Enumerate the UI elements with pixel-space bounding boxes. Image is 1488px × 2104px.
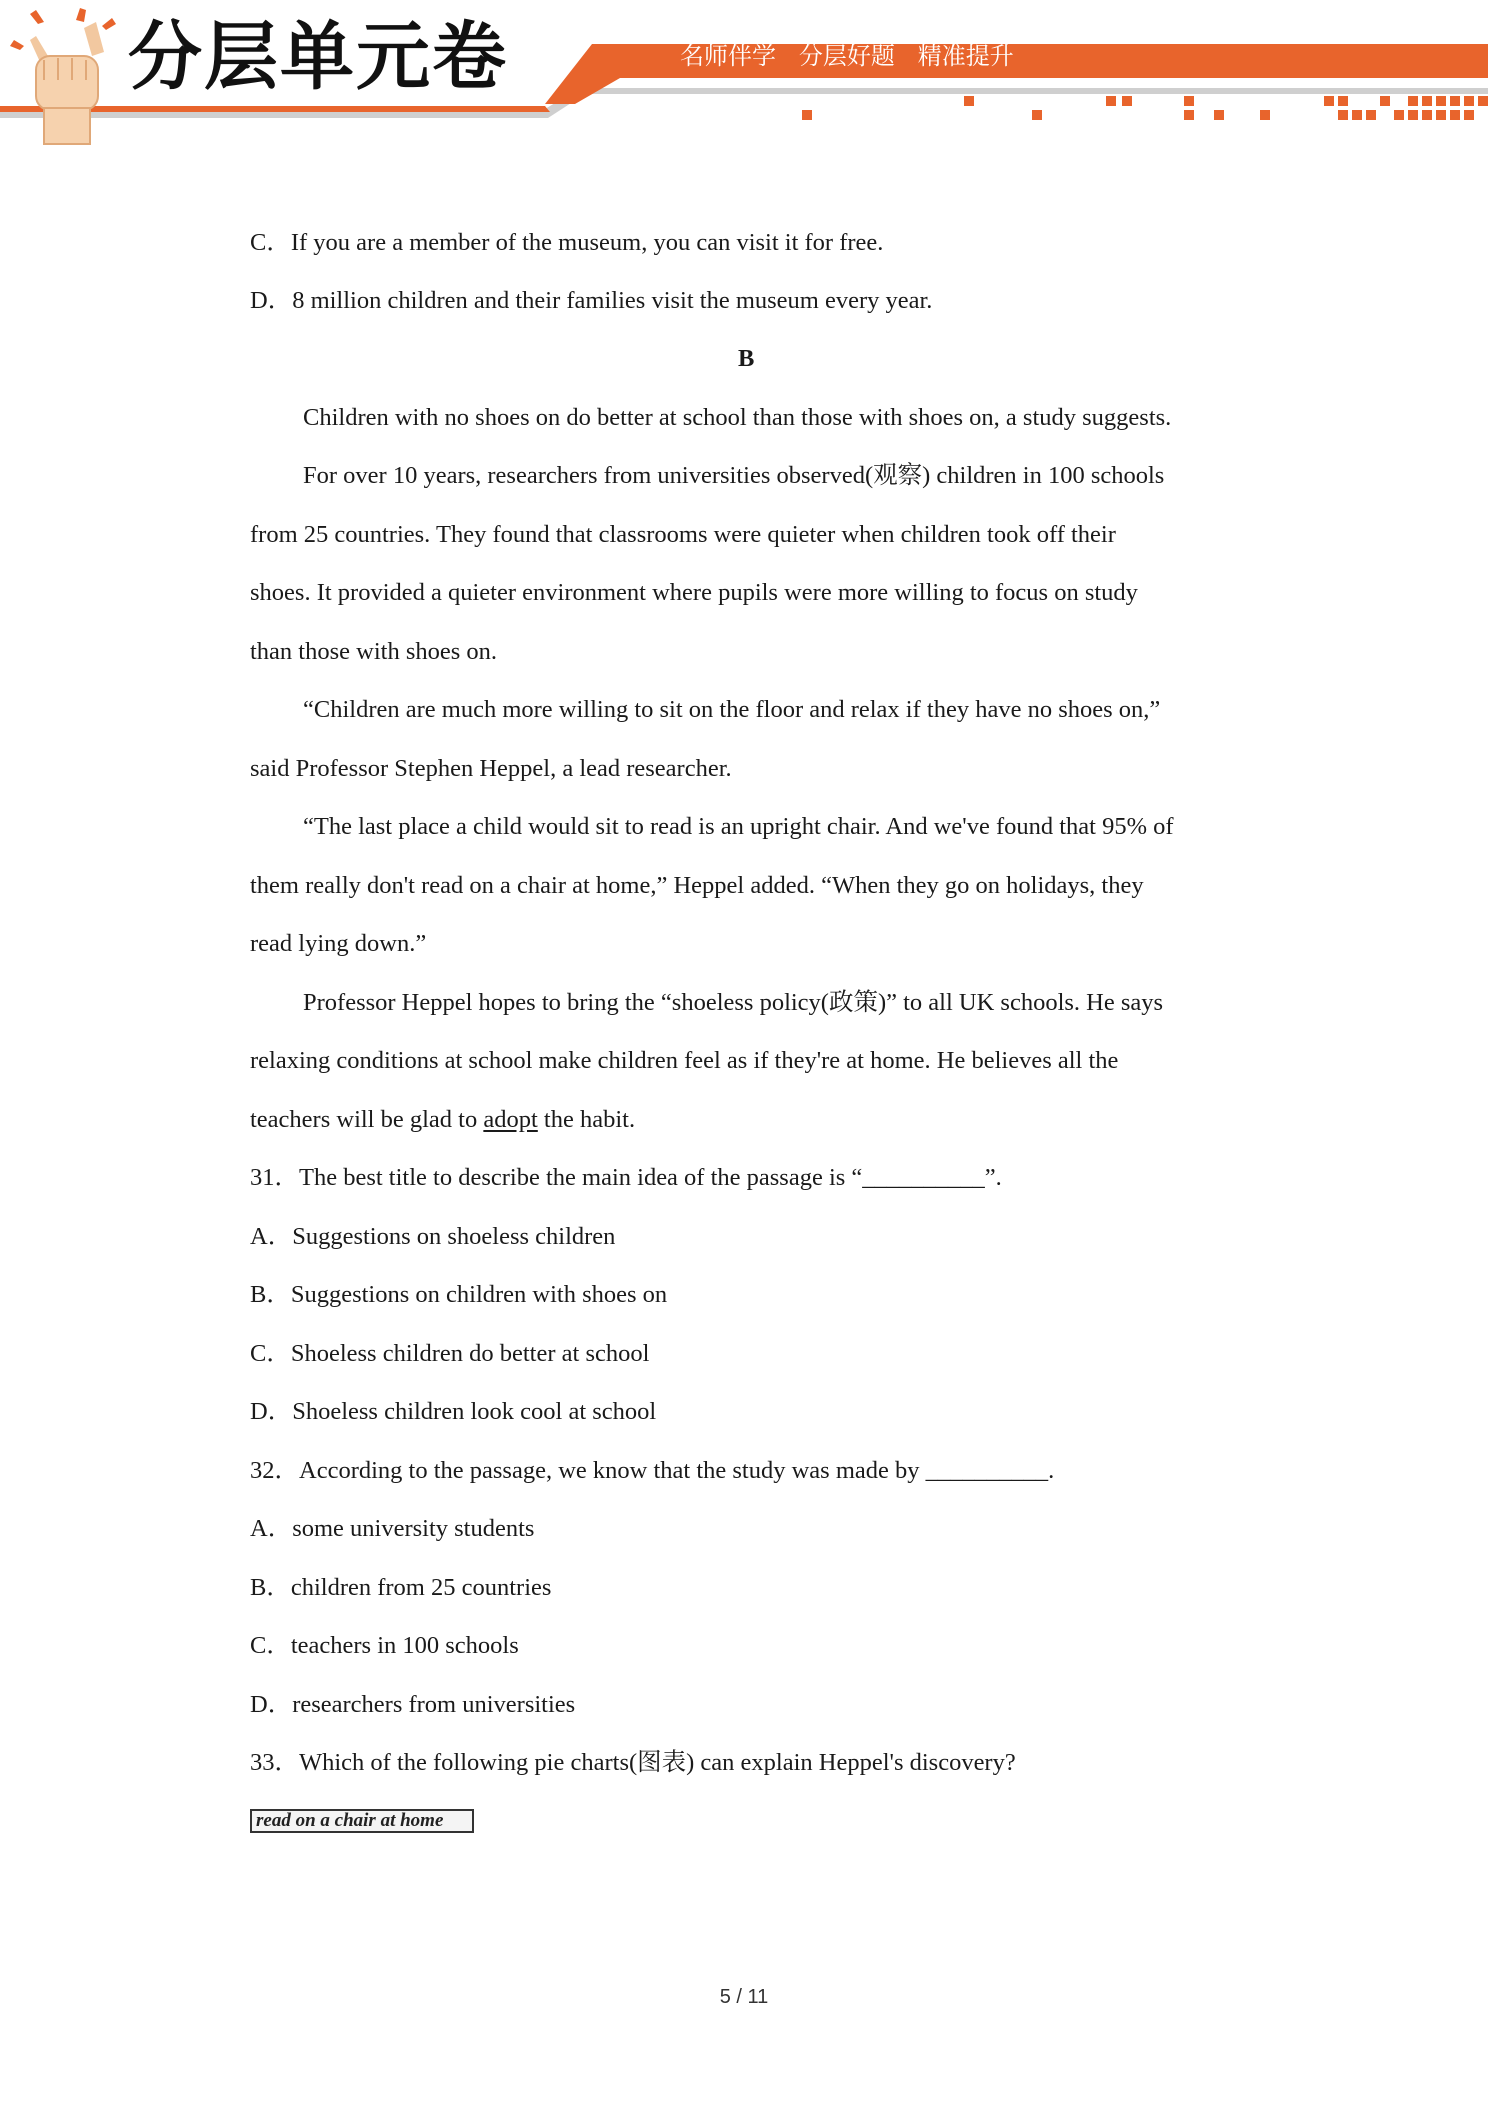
option-32-d: D．researchers from universities [250,1691,576,1718]
paragraph-text: the habit. [537,1106,636,1133]
paragraph-line: Professor Heppel hopes to bring the “shoeless policy(政策)” to all UK schools. He says [303,989,1164,1016]
chart-image-label: read on a chair at home [250,1809,474,1833]
option-31-d: D．Shoeless children look cool at school [250,1398,657,1425]
option-32-c: C．teachers in 100 schools [250,1632,519,1659]
fist-icon [10,8,116,144]
brand-slogan: 名师伴学 分层好题 精准提升 [680,42,1014,70]
option-32-a: A．some university students [250,1515,535,1542]
paragraph-line [250,1105,635,1135]
page-number: 5 / 11 [719,1986,769,2008]
option-d-previous: D．8 million children and their families visit the museum every year. [250,287,933,314]
paragraph-line: shoes. It provided a quieter environment where pupils were more willing to focus on study [250,579,1138,606]
paragraph-text: teachers will be glad to [250,1106,484,1133]
section-title: B [738,345,755,372]
paragraph-line: them really don't read on a chair at home,” Heppel added. “When they go on holidays, they [250,872,1144,899]
question-31: 31．The best title to describe the main idea of the passage is “__________”. [250,1164,1002,1191]
underlined-word: adopt [483,1106,538,1133]
paragraph-line: read lying down.” [250,930,427,957]
paragraph-line: than those with shoes on. [250,638,498,665]
paragraph-line: For over 10 years, researchers from universities observed(观察) children in 100 schools [303,462,1165,489]
paragraph-line: relaxing conditions at school make children feel as if they're at home. He believes all the [250,1047,1119,1074]
paragraph-line: “Children are much more willing to sit on the floor and relax if they have no shoes on,” [303,696,1161,723]
paragraph-line: Children with no shoes on do better at school than those with shoes on, a study suggests. [303,404,1172,431]
question-33: 33．Which of the following pie charts(图表) can explain Heppel's discovery? [250,1749,1016,1776]
brand-title: 分层单元卷 [128,14,508,100]
header-banner [0,0,1488,150]
question-32: 32．According to the passage, we know that the study was made by __________. [250,1457,1055,1484]
option-31-a: A．Suggestions on shoeless children [250,1223,616,1250]
option-c-previous: C．If you are a member of the museum, you can visit it for free. [250,229,884,256]
option-32-b: B．children from 25 countries [250,1574,552,1601]
paragraph-line: said Professor Stephen Heppel, a lead researcher. [250,755,732,782]
paragraph-line: “The last place a child would sit to read is an upright chair. And we've found that 95% of [303,813,1174,840]
option-31-c: C．Shoeless children do better at school [250,1340,650,1367]
option-31-b: B．Suggestions on children with shoes on [250,1281,668,1308]
paragraph-line: from 25 countries. They found that classrooms were quieter when children took off their [250,521,1116,548]
